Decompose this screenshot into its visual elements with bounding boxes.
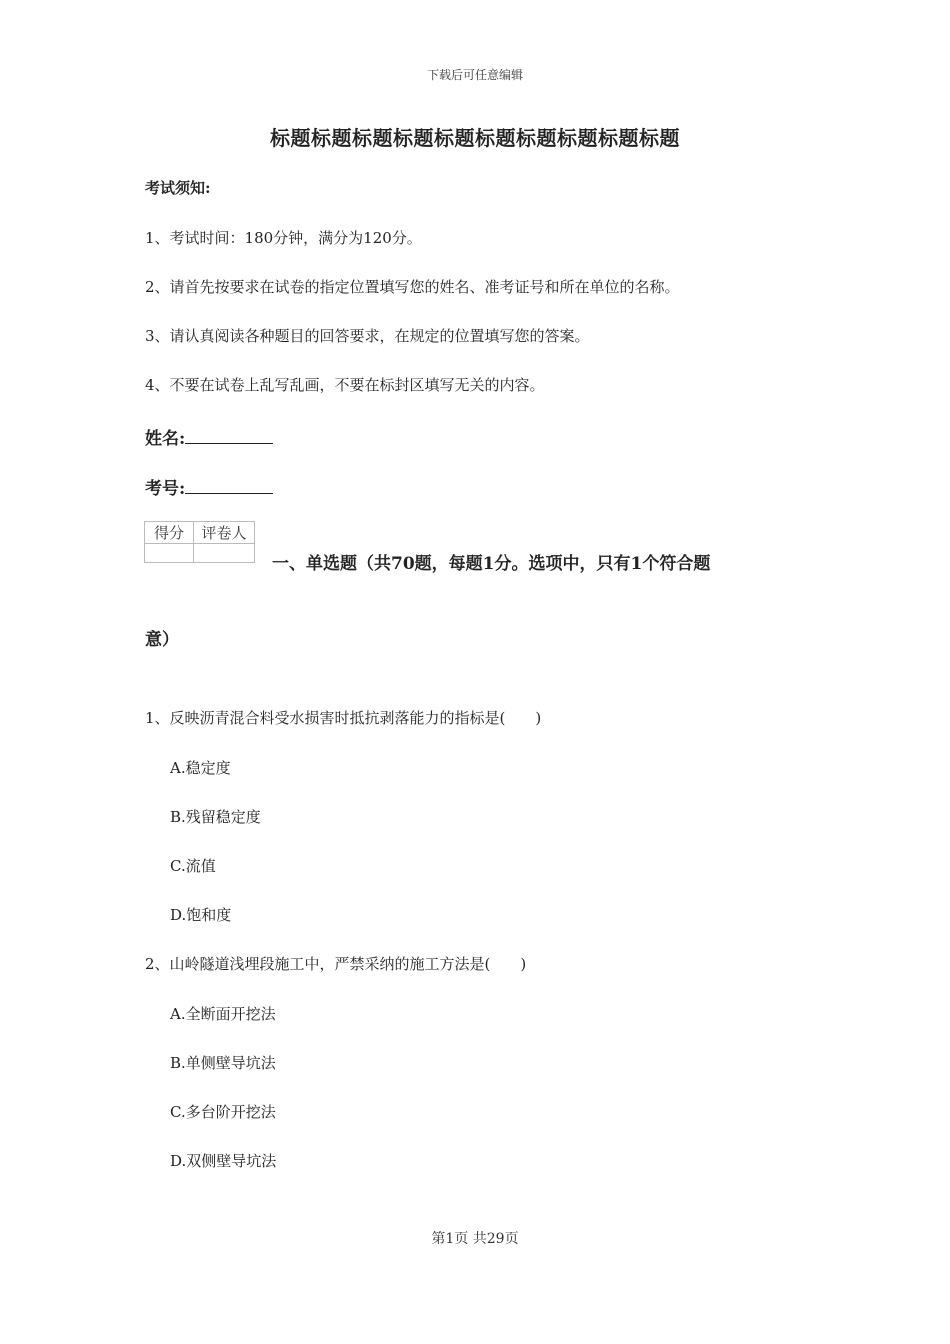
section-title: 一、单选题（共70题，每题1分。选项中，只有1个符合题 [272, 554, 711, 574]
exam-number-label: 考号: [145, 479, 186, 499]
exam-note-item: 1、考试时间：180分钟，满分为120分。 [145, 229, 422, 247]
question-option: A.全断面开挖法 [170, 1005, 276, 1023]
grader-header: 评卷人 [194, 522, 255, 544]
question-option: A.稳定度 [170, 759, 231, 777]
document-title: 标题标题标题标题标题标题标题标题标题标题 [270, 126, 680, 150]
exam-note-item: 4、不要在试卷上乱写乱画，不要在标封区填写无关的内容。 [145, 376, 545, 394]
score-header: 得分 [145, 522, 194, 544]
name-blank-line[interactable] [185, 427, 273, 444]
header-note: 下载后可任意编辑 [426, 68, 523, 82]
name-field [145, 424, 273, 449]
name-label: 姓名: [145, 429, 186, 449]
page-footer: 第1页 共29页 [431, 1231, 519, 1247]
score-cell[interactable] [145, 544, 194, 563]
section-title-continuation: 意） [145, 630, 179, 650]
exam-notes-heading: 考试须知: [145, 179, 211, 197]
question-option: B.残留稳定度 [170, 808, 261, 826]
exam-note-item: 3、请认真阅读各种题目的回答要求，在规定的位置填写您的答案。 [145, 327, 590, 345]
score-table [144, 521, 255, 563]
exam-number-field [145, 474, 273, 499]
question-option: C.多台阶开挖法 [170, 1103, 276, 1121]
question-option: D.双侧壁导坑法 [170, 1152, 277, 1170]
grader-cell[interactable] [194, 544, 255, 563]
question-option: B.单侧壁导坑法 [170, 1054, 276, 1072]
question-option: C.流值 [170, 857, 216, 875]
exam-note-item: 2、请首先按要求在试卷的指定位置填写您的姓名、准考证号和所在单位的名称。 [145, 278, 680, 296]
question-text: 1、反映沥青混合料受水损害时抵抗剥落能力的指标是( ) [145, 709, 542, 727]
question-option: D.饱和度 [170, 906, 232, 924]
exam-number-blank-line[interactable] [185, 477, 273, 494]
question-text: 2、山岭隧道浅埋段施工中，严禁采纳的施工方法是( ) [145, 955, 527, 973]
